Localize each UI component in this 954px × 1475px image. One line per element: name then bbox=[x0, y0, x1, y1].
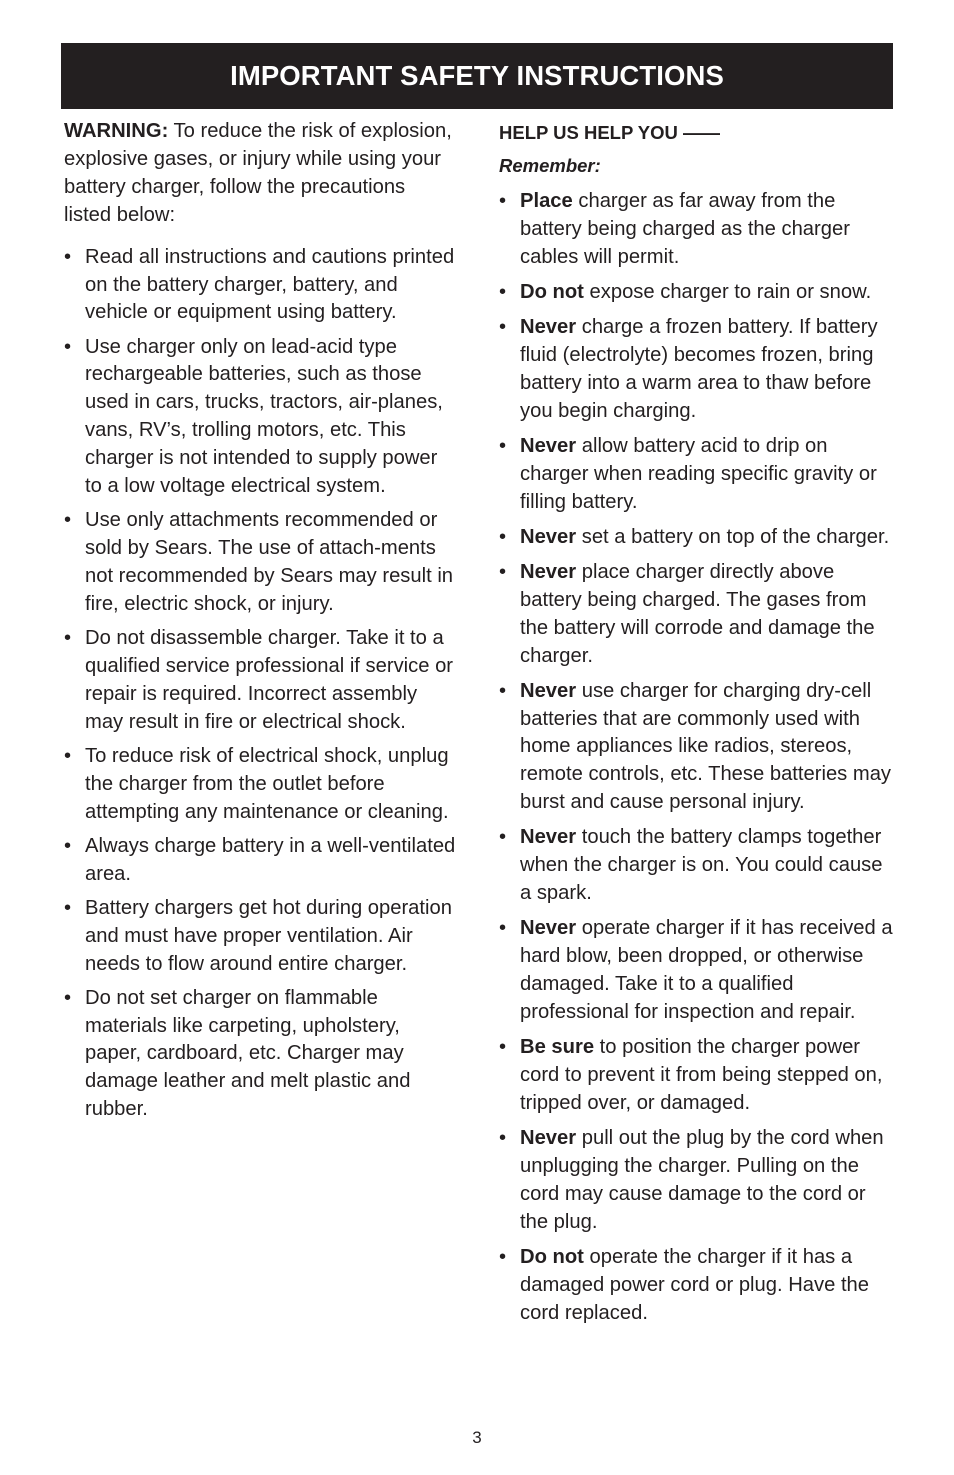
left-column bbox=[64, 118, 456, 1130]
list-item bbox=[64, 833, 456, 889]
page-number: 3 bbox=[472, 1428, 482, 1447]
list-item bbox=[64, 507, 456, 619]
list-item-lead: Place bbox=[520, 190, 573, 212]
list-item bbox=[64, 895, 456, 979]
help-heading: HELP US HELP YOU —— bbox=[499, 122, 721, 143]
list-item-text: Use only attachments recommended or sold by Sears. The use of attach-ments not recommended by Sears may result in fire, electric shock, or injury. bbox=[85, 509, 454, 615]
bullet-icon: • bbox=[499, 560, 507, 583]
warning-label: WARNING: bbox=[64, 120, 169, 142]
list-item-text: Do not set charger on flammable materials like carpeting, upholstery, paper, cardboard, etc. Charger may damage leather and melt plastic and rubber. bbox=[85, 986, 411, 1121]
list-item bbox=[499, 279, 895, 307]
list-item-text: pull out the plug by the cord when unplugging the charger. Pulling on the cord may cause damage to the cord or the plug. bbox=[520, 1126, 884, 1233]
list-item bbox=[64, 743, 456, 827]
bullet-icon: • bbox=[499, 280, 507, 303]
list-item-text: Read all instructions and cautions printed on the battery charger, battery, and vehicle or equipment using battery. bbox=[85, 245, 455, 324]
list-item bbox=[499, 524, 895, 552]
list-item-text: place charger directly above battery being charged. The gases from the battery will corrode and damage the charger. bbox=[520, 560, 875, 667]
bullet-icon: • bbox=[499, 434, 507, 457]
list-item bbox=[499, 188, 895, 272]
list-item-text: Use charger only on lead-acid type rechargeable batteries, such as those used in cars, trucks, tractors, air-planes, vans, RV’s, trolling motors, etc. This charger is not intended to supply power to a low voltage electrical system. bbox=[85, 335, 443, 498]
list-item bbox=[499, 678, 895, 818]
right-column bbox=[499, 118, 895, 1335]
bullet-icon: • bbox=[64, 834, 72, 857]
list-item-text: to position the charger power cord to prevent it from being stepped on, tripped over, or damaged. bbox=[520, 1036, 883, 1114]
bullet-icon: • bbox=[499, 1245, 507, 1268]
list-item-lead: Be sure bbox=[520, 1036, 595, 1059]
remember-subheading: Remember: bbox=[499, 155, 601, 176]
list-item-lead: Never bbox=[520, 434, 577, 457]
list-item-lead: Do not bbox=[520, 280, 584, 303]
list-item-lead: Never bbox=[520, 1126, 577, 1149]
bullet-icon: • bbox=[499, 190, 507, 212]
list-item bbox=[499, 559, 895, 671]
list-item bbox=[499, 1034, 895, 1118]
list-item-lead: Never bbox=[520, 316, 577, 338]
list-item-lead: Never bbox=[520, 917, 577, 940]
list-item-text: Always charge battery in a well-ventilated area. bbox=[85, 834, 456, 885]
bullet-icon: • bbox=[499, 316, 507, 338]
list-item-text: set a battery on top of the charger. bbox=[576, 525, 890, 548]
list-item-text: charge a frozen battery. If battery fluid (electrolyte) becomes frozen, bring battery into a warm area to thaw before you begin charging. bbox=[520, 316, 878, 422]
bullet-icon: • bbox=[64, 744, 72, 767]
list-item bbox=[64, 985, 456, 1125]
warning-paragraph bbox=[64, 118, 456, 230]
precautions-list bbox=[64, 244, 456, 1125]
list-item-text: expose charger to rain or snow. bbox=[583, 280, 872, 303]
list-item-text: Do not disassemble charger. Take it to a qualified service professional if service or repair is required. Incorrect assembly may result in fire or electrical shock. bbox=[85, 626, 454, 733]
list-item bbox=[499, 824, 895, 908]
page-title: IMPORTANT SAFETY INSTRUCTIONS bbox=[230, 60, 724, 91]
list-item-text: To reduce risk of electrical shock, unplug the charger from the outlet before attempting any maintenance or cleaning. bbox=[85, 744, 449, 823]
bullet-icon: • bbox=[64, 626, 72, 649]
bullet-icon: • bbox=[64, 986, 72, 1009]
bullet-icon: • bbox=[64, 509, 72, 532]
title-banner bbox=[61, 43, 893, 109]
list-item-text: touch the battery clamps together when the charger is on. You could cause a spark. bbox=[520, 826, 883, 905]
bullet-icon: • bbox=[64, 896, 72, 919]
list-item bbox=[64, 625, 456, 737]
bullet-icon: • bbox=[499, 1126, 507, 1149]
remember-list bbox=[499, 188, 895, 1328]
bullet-icon: • bbox=[499, 826, 507, 849]
list-item-text: allow battery acid to drip on charger when reading specific gravity or filling battery. bbox=[520, 434, 877, 513]
list-item bbox=[499, 1125, 895, 1237]
bullet-icon: • bbox=[64, 335, 72, 358]
list-item bbox=[64, 244, 456, 328]
list-item-lead: Never bbox=[520, 560, 577, 583]
bullet-icon: • bbox=[499, 679, 507, 702]
list-item-lead: Never bbox=[520, 826, 577, 849]
list-item-text: use charger for charging dry-cell batteries that are commonly used with home appliances like radios, stereos, remote controls, etc. These batteries may burst and cause personal injury. bbox=[520, 679, 892, 814]
warning-text: To reduce the risk of explosion, explosive gases, or injury while using your battery charger, follow the precautions listed below: bbox=[64, 120, 452, 226]
list-item-text: Battery chargers get hot during operation and must have proper ventilation. Air needs to flow around entire charger. bbox=[85, 896, 452, 975]
list-item bbox=[499, 1244, 895, 1328]
list-item bbox=[499, 915, 895, 1027]
list-item-lead: Never bbox=[520, 679, 577, 702]
list-item bbox=[64, 334, 456, 501]
list-item-text: operate the charger if it has a damaged power cord or plug. Have the cord replaced. bbox=[520, 1245, 870, 1324]
list-item bbox=[499, 433, 895, 517]
bullet-icon: • bbox=[499, 525, 507, 548]
list-item-lead: Never bbox=[520, 525, 577, 548]
list-item-lead: Do not bbox=[520, 1245, 584, 1268]
bullet-icon: • bbox=[64, 245, 72, 268]
bullet-icon: • bbox=[499, 1036, 507, 1059]
list-item bbox=[499, 314, 895, 426]
bullet-icon: • bbox=[499, 917, 507, 940]
list-item-text: charger as far away from the battery being charged as the charger cables will permit. bbox=[520, 190, 850, 268]
list-item-text: operate charger if it has received a hard blow, been dropped, or otherwise damaged. Take it to a qualified professional for inspection and repair. bbox=[520, 917, 893, 1023]
